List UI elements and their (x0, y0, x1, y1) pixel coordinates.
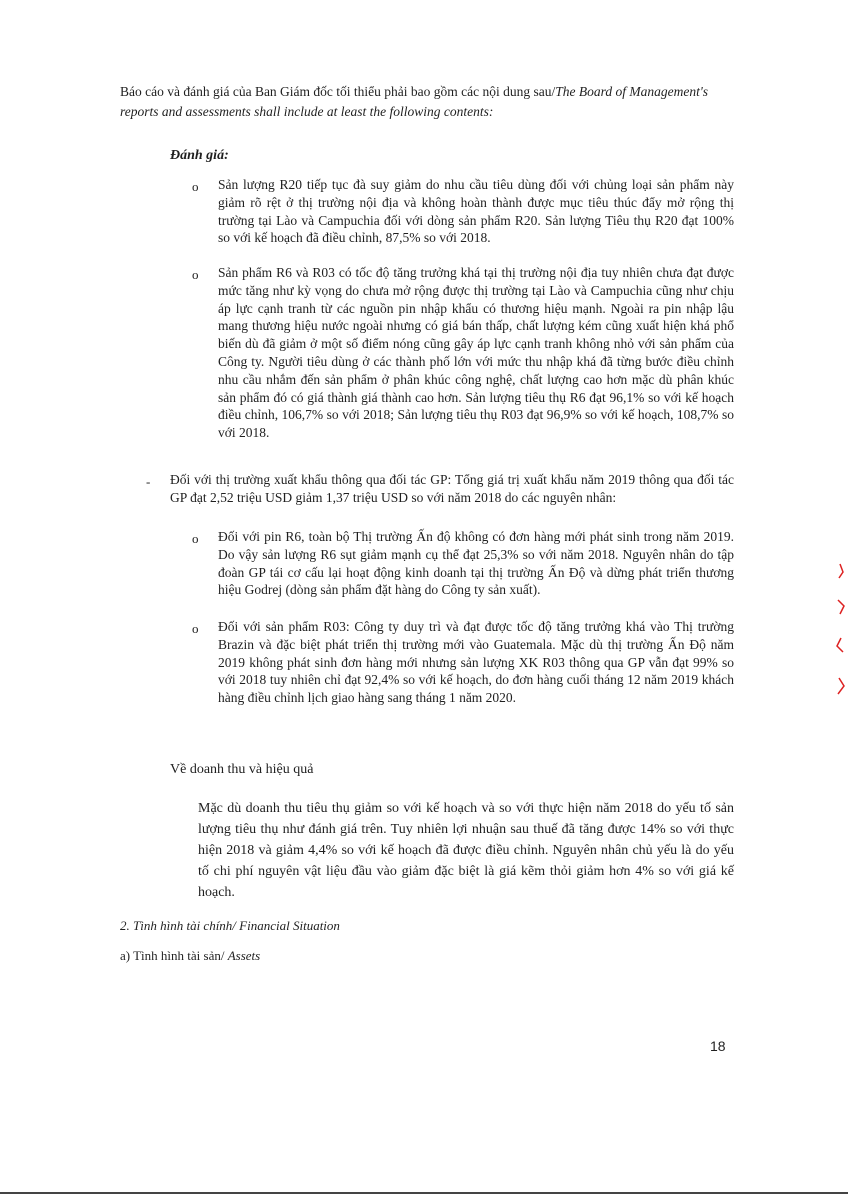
seal-edge-marks (834, 560, 846, 700)
assessment-heading: Đánh giá: (170, 148, 229, 163)
bullet-r6-r03: Sản phẩm R6 và R03 có tốc độ tăng trưởng khá tại thị trường nội địa tuy nhiên chưa đạt được mức tăng như kỳ vọng do chưa mở rộng được thị trường tại Lào và Campuchia cũng như chịu áp lực cạnh tranh từ các nguồn pin nhập khẩu có thương hiệu mạnh. Ngoài ra pin nhập lậu mang thương hiệu nước ngoài nhưng có giá bán thấp, chất lượng kém cũng xuất hiện khá phổ biến dù đã giảm ở một số điểm nóng cũng gây áp lực cạnh tranh không nhỏ với sản phẩm của Công ty. Người tiêu dùng ở các thành phố lớn với mức thu nhập khá đã từng bước điều chỉnh nhu cầu nhắm đến sản phẩm ở phân khúc công nghệ, chất lượng cao hơn mặc dù phân khúc sản phẩm đó có giá thành giá thành cao hơn. Sản lượng tiêu thụ R6 đạt 96,1% so với kế hoạch điều chỉnh, 106,7% so với 2018; Sản lượng tiêu thụ R03 đạt 96,9% so với kế hoạch, 108,7% so với 2018. (218, 265, 734, 441)
intro-vietnamese: Báo cáo và đánh giá của Ban Giám đốc tối thiểu phải bao gồm các nội dung sau/ (120, 84, 556, 99)
export-item-r03: Đối với sản phẩm R03: Công ty duy trì và đạt được tốc độ tăng trưởng khá vào Thị trường Brazin và đặc biệt phát triển thị trường mới vào Guatemala. Mặc dù thị trường Ấn Độ năm 2019 không phát sinh đơn hàng mới nhưng sản lượng XK R03 thông qua GP vẫn đạt 99% so với 2018 tuy nhiên chỉ đạt 92,4% so với kế hoạch, do đơn hàng cuối tháng 12 năm 2019 khách hàng điều chỉnh lịch giao hàng sang tháng 1 năm 2020. (218, 619, 734, 706)
scan-edge-line (0, 1192, 848, 1194)
section-assets-en: Assets (227, 948, 261, 963)
bullet-marker: o (192, 531, 199, 546)
page-number: 18 (710, 1038, 726, 1054)
bullet-marker: o (192, 179, 199, 194)
bullet-marker: o (192, 267, 199, 282)
intro-paragraph (120, 82, 740, 122)
revenue-paragraph: Mặc dù doanh thu tiêu thụ giảm so với kế hoạch và so với thực hiện năm 2018 do yếu tố sản lượng tiêu thụ như đánh giá trên. Tuy nhiên lợi nhuận sau thuế đã tăng được 14% so với thực hiện 2018 và giảm 4,4% so với kế hoạch đã được điều chỉnh. Nguyên nhân chủ yếu là do yếu tố chi phí nguyên vật liệu đầu vào giảm đặc biệt là giá kẽm thỏi giảm hơn 4% so với giá kế hoạch. (198, 801, 734, 900)
export-paragraph: Đối với thị trường xuất khẩu thông qua đối tác GP: Tổng giá trị xuất khẩu năm 2019 thông qua đối tác GP đạt 2,52 triệu USD giảm 1,37 triệu USD so với năm 2018 do các nguyên nhân: (170, 472, 734, 505)
section-financial-situation: 2. Tình hình tài chính/ Financial Situation (120, 918, 340, 933)
export-item-r6: Đối với pin R6, toàn bộ Thị trường Ấn độ không có đơn hàng mới phát sinh trong năm 2019. Do vậy sản lượng R6 sụt giảm mạnh cụ thể đạt 25,3% so với năm 2018. Nguyên nhân do tập đoàn GP tái cơ cấu lại hoạt động kinh doanh tại thị trường Ấn Độ và dừng phát triển thương hiệu Godrej (dòng sản phẩm đặt hàng do Công ty sản xuất). (218, 529, 734, 598)
bullet-marker: o (192, 621, 199, 636)
intro-english: The Board of Management's reports and assessments shall include at least the following contents: (120, 84, 708, 119)
dash-marker: - (146, 474, 151, 489)
bullet-r20: Sản lượng R20 tiếp tục đà suy giảm do nhu cầu tiêu dùng đối với chủng loại sản phẩm này giảm rõ rệt ở thị trường nội địa và không hoàn thành được mục tiêu thúc đẩy mở rộng thị trường tại Lào và Campuchia đối với dòng sản phẩm R20. Sản lượng Tiêu thụ R20 đạt 100% so với kế hoạch đã điều chỉnh, 87,5% so với 2018. (218, 177, 734, 246)
section-assets (120, 948, 260, 964)
section-assets-vi: a) Tình hình tài sản/ (120, 948, 228, 963)
revenue-title: Về doanh thu và hiệu quả (170, 762, 314, 777)
